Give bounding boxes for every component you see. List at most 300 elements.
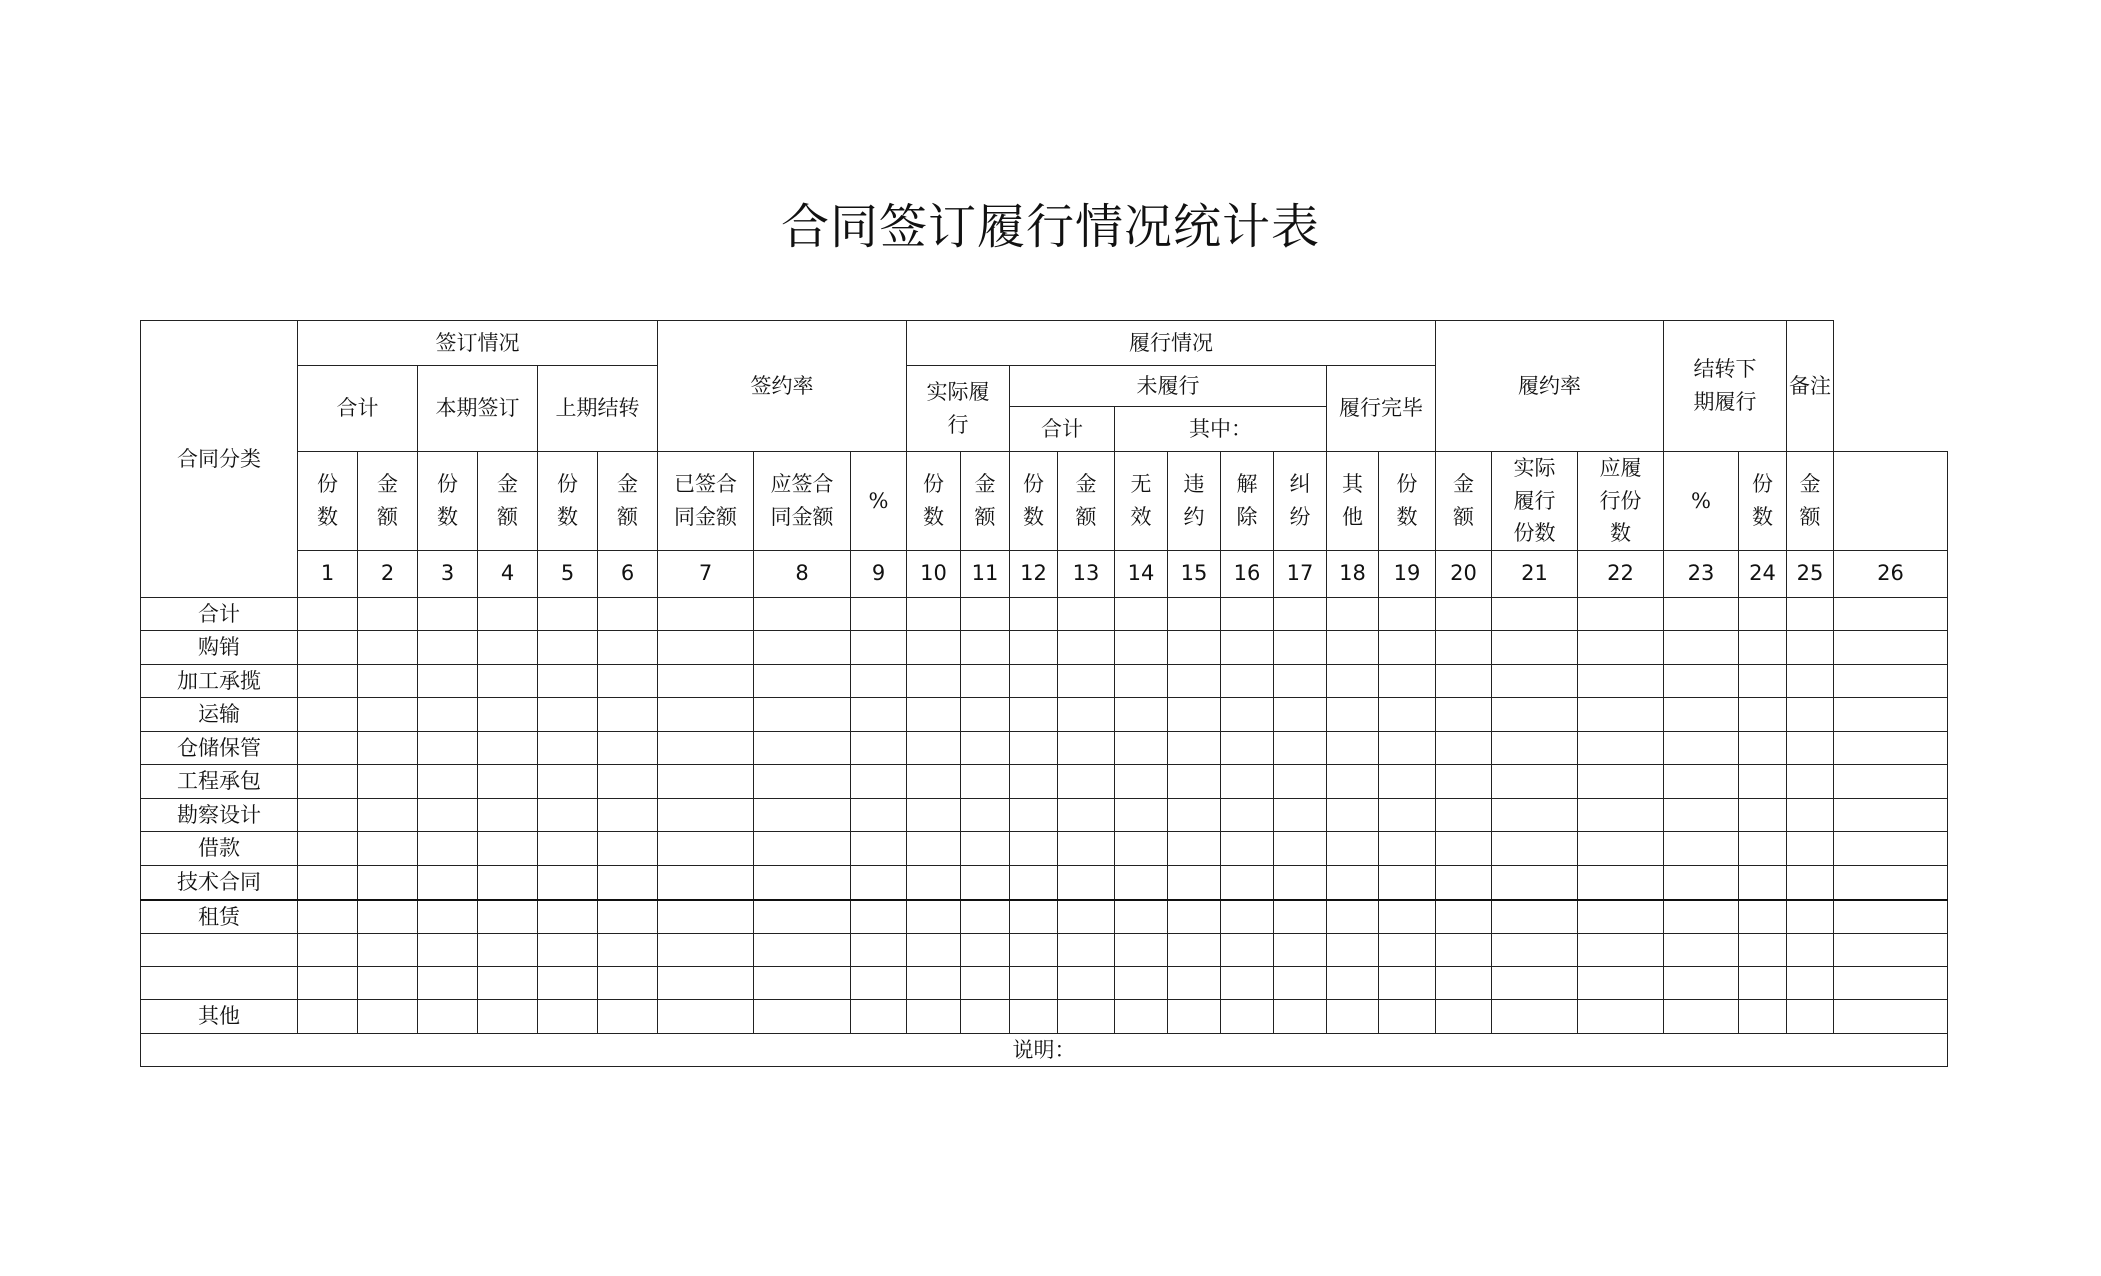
data-cell[interactable] (1168, 765, 1221, 799)
data-cell[interactable] (1168, 798, 1221, 832)
data-cell[interactable] (754, 765, 851, 799)
data-cell[interactable] (478, 934, 538, 967)
data-cell[interactable] (1379, 597, 1436, 631)
data-cell[interactable] (598, 631, 658, 665)
data-cell[interactable] (961, 967, 1010, 1000)
data-cell[interactable] (658, 832, 754, 866)
data-cell[interactable] (1578, 765, 1664, 799)
data-cell[interactable] (658, 631, 754, 665)
data-cell[interactable] (1834, 765, 1948, 799)
data-cell[interactable] (538, 832, 598, 866)
data-cell[interactable] (418, 597, 478, 631)
data-cell[interactable] (1327, 967, 1379, 1000)
data-cell[interactable] (1664, 934, 1739, 967)
data-cell[interactable] (851, 765, 907, 799)
data-cell[interactable] (1274, 1000, 1327, 1034)
data-cell[interactable] (418, 798, 478, 832)
data-cell[interactable] (1115, 900, 1168, 934)
data-cell[interactable] (1739, 1000, 1787, 1034)
data-cell[interactable] (1664, 631, 1739, 665)
data-cell[interactable] (754, 631, 851, 665)
data-cell[interactable] (1327, 597, 1379, 631)
data-cell[interactable] (358, 765, 418, 799)
data-cell[interactable] (1058, 765, 1115, 799)
data-cell[interactable] (851, 731, 907, 765)
data-cell[interactable] (1327, 765, 1379, 799)
data-cell[interactable] (851, 798, 907, 832)
data-cell[interactable] (1834, 934, 1948, 967)
data-cell[interactable] (1058, 698, 1115, 732)
data-cell[interactable] (754, 934, 851, 967)
data-cell[interactable] (418, 731, 478, 765)
data-cell[interactable] (1664, 731, 1739, 765)
data-cell[interactable] (1578, 866, 1664, 900)
data-cell[interactable] (1274, 900, 1327, 934)
data-cell[interactable] (598, 798, 658, 832)
data-cell[interactable] (1739, 731, 1787, 765)
data-cell[interactable] (961, 900, 1010, 934)
data-cell[interactable] (1436, 900, 1492, 934)
data-cell[interactable] (1578, 631, 1664, 665)
data-cell[interactable] (1274, 664, 1327, 698)
data-cell[interactable] (754, 698, 851, 732)
data-cell[interactable] (907, 765, 961, 799)
data-cell[interactable] (538, 967, 598, 1000)
data-cell[interactable] (1436, 934, 1492, 967)
data-cell[interactable] (907, 900, 961, 934)
data-cell[interactable] (1739, 967, 1787, 1000)
data-cell[interactable] (418, 866, 478, 900)
data-cell[interactable] (598, 967, 658, 1000)
data-cell[interactable] (1221, 1000, 1274, 1034)
data-cell[interactable] (478, 1000, 538, 1034)
data-cell[interactable] (754, 731, 851, 765)
data-cell[interactable] (1274, 967, 1327, 1000)
data-cell[interactable] (1274, 934, 1327, 967)
data-cell[interactable] (1010, 597, 1058, 631)
data-cell[interactable] (1578, 798, 1664, 832)
data-cell[interactable] (1327, 798, 1379, 832)
data-cell[interactable] (1115, 798, 1168, 832)
data-cell[interactable] (598, 664, 658, 698)
data-cell[interactable] (851, 597, 907, 631)
data-cell[interactable] (298, 1000, 358, 1034)
data-cell[interactable] (1436, 597, 1492, 631)
data-cell[interactable] (1168, 967, 1221, 1000)
data-cell[interactable] (538, 731, 598, 765)
data-cell[interactable] (298, 698, 358, 732)
data-cell[interactable] (1492, 798, 1578, 832)
data-cell[interactable] (658, 967, 754, 1000)
data-cell[interactable] (1436, 832, 1492, 866)
data-cell[interactable] (1379, 664, 1436, 698)
data-cell[interactable] (358, 934, 418, 967)
data-cell[interactable] (1221, 631, 1274, 665)
data-cell[interactable] (1221, 967, 1274, 1000)
data-cell[interactable] (754, 664, 851, 698)
data-cell[interactable] (1058, 866, 1115, 900)
data-cell[interactable] (1010, 934, 1058, 967)
data-cell[interactable] (851, 1000, 907, 1034)
data-cell[interactable] (1274, 731, 1327, 765)
data-cell[interactable] (851, 664, 907, 698)
data-cell[interactable] (1834, 631, 1948, 665)
data-cell[interactable] (754, 900, 851, 934)
data-cell[interactable] (538, 866, 598, 900)
data-cell[interactable] (1739, 631, 1787, 665)
data-cell[interactable] (1221, 664, 1274, 698)
data-cell[interactable] (1115, 698, 1168, 732)
data-cell[interactable] (1664, 900, 1739, 934)
data-cell[interactable] (1436, 798, 1492, 832)
data-cell[interactable] (1787, 731, 1834, 765)
data-cell[interactable] (1787, 866, 1834, 900)
data-cell[interactable] (1834, 1000, 1948, 1034)
data-cell[interactable] (1115, 967, 1168, 1000)
data-cell[interactable] (1834, 967, 1948, 1000)
data-cell[interactable] (1221, 597, 1274, 631)
data-cell[interactable] (1221, 731, 1274, 765)
data-cell[interactable] (298, 765, 358, 799)
data-cell[interactable] (1834, 866, 1948, 900)
data-cell[interactable] (1327, 900, 1379, 934)
data-cell[interactable] (851, 832, 907, 866)
data-cell[interactable] (658, 664, 754, 698)
data-cell[interactable] (1739, 597, 1787, 631)
data-cell[interactable] (298, 866, 358, 900)
data-cell[interactable] (1787, 900, 1834, 934)
data-cell[interactable] (1168, 597, 1221, 631)
data-cell[interactable] (658, 900, 754, 934)
data-cell[interactable] (358, 866, 418, 900)
data-cell[interactable] (478, 832, 538, 866)
data-cell[interactable] (1578, 1000, 1664, 1034)
data-cell[interactable] (658, 866, 754, 900)
data-cell[interactable] (907, 731, 961, 765)
data-cell[interactable] (1115, 631, 1168, 665)
data-cell[interactable] (961, 1000, 1010, 1034)
data-cell[interactable] (961, 866, 1010, 900)
data-cell[interactable] (961, 698, 1010, 732)
data-cell[interactable] (538, 900, 598, 934)
data-cell[interactable] (1115, 731, 1168, 765)
data-cell[interactable] (478, 597, 538, 631)
data-cell[interactable] (1058, 731, 1115, 765)
data-cell[interactable] (1379, 765, 1436, 799)
data-cell[interactable] (1010, 798, 1058, 832)
data-cell[interactable] (1739, 664, 1787, 698)
data-cell[interactable] (1221, 765, 1274, 799)
data-cell[interactable] (851, 698, 907, 732)
data-cell[interactable] (907, 664, 961, 698)
data-cell[interactable] (358, 798, 418, 832)
data-cell[interactable] (298, 967, 358, 1000)
data-cell[interactable] (1379, 798, 1436, 832)
data-cell[interactable] (1492, 832, 1578, 866)
data-cell[interactable] (1492, 967, 1578, 1000)
data-cell[interactable] (1168, 631, 1221, 665)
data-cell[interactable] (1327, 934, 1379, 967)
data-cell[interactable] (598, 731, 658, 765)
data-cell[interactable] (1379, 1000, 1436, 1034)
data-cell[interactable] (1379, 900, 1436, 934)
data-cell[interactable] (1221, 934, 1274, 967)
data-cell[interactable] (298, 900, 358, 934)
data-cell[interactable] (1492, 698, 1578, 732)
data-cell[interactable] (1058, 1000, 1115, 1034)
data-cell[interactable] (1492, 900, 1578, 934)
data-cell[interactable] (358, 664, 418, 698)
data-cell[interactable] (1578, 597, 1664, 631)
data-cell[interactable] (961, 798, 1010, 832)
data-cell[interactable] (1578, 832, 1664, 866)
data-cell[interactable] (1492, 631, 1578, 665)
data-cell[interactable] (1058, 832, 1115, 866)
data-cell[interactable] (418, 967, 478, 1000)
data-cell[interactable] (1379, 698, 1436, 732)
data-cell[interactable] (1379, 967, 1436, 1000)
data-cell[interactable] (1578, 967, 1664, 1000)
data-cell[interactable] (851, 631, 907, 665)
data-cell[interactable] (907, 597, 961, 631)
data-cell[interactable] (598, 934, 658, 967)
data-cell[interactable] (478, 664, 538, 698)
data-cell[interactable] (961, 934, 1010, 967)
data-cell[interactable] (538, 798, 598, 832)
data-cell[interactable] (1221, 698, 1274, 732)
data-cell[interactable] (851, 967, 907, 1000)
data-cell[interactable] (1578, 698, 1664, 732)
data-cell[interactable] (298, 731, 358, 765)
data-cell[interactable] (1327, 832, 1379, 866)
data-cell[interactable] (907, 832, 961, 866)
data-cell[interactable] (1274, 597, 1327, 631)
data-cell[interactable] (1436, 866, 1492, 900)
data-cell[interactable] (1115, 1000, 1168, 1034)
data-cell[interactable] (1168, 731, 1221, 765)
data-cell[interactable] (358, 832, 418, 866)
data-cell[interactable] (1221, 900, 1274, 934)
data-cell[interactable] (1168, 866, 1221, 900)
data-cell[interactable] (538, 597, 598, 631)
data-cell[interactable] (418, 832, 478, 866)
data-cell[interactable] (1221, 798, 1274, 832)
data-cell[interactable] (1787, 798, 1834, 832)
data-cell[interactable] (478, 765, 538, 799)
data-cell[interactable] (1327, 866, 1379, 900)
data-cell[interactable] (1010, 832, 1058, 866)
data-cell[interactable] (907, 866, 961, 900)
data-cell[interactable] (1436, 631, 1492, 665)
data-cell[interactable] (1221, 866, 1274, 900)
data-cell[interactable] (1492, 866, 1578, 900)
data-cell[interactable] (1664, 832, 1739, 866)
data-cell[interactable] (1664, 1000, 1739, 1034)
data-cell[interactable] (1787, 832, 1834, 866)
data-cell[interactable] (1739, 698, 1787, 732)
data-cell[interactable] (1010, 698, 1058, 732)
data-cell[interactable] (1739, 866, 1787, 900)
data-cell[interactable] (658, 698, 754, 732)
data-cell[interactable] (1010, 664, 1058, 698)
data-cell[interactable] (1834, 597, 1948, 631)
data-cell[interactable] (1010, 866, 1058, 900)
data-cell[interactable] (1436, 664, 1492, 698)
data-cell[interactable] (418, 900, 478, 934)
data-cell[interactable] (538, 1000, 598, 1034)
data-cell[interactable] (1492, 934, 1578, 967)
data-cell[interactable] (418, 1000, 478, 1034)
data-cell[interactable] (851, 900, 907, 934)
data-cell[interactable] (358, 631, 418, 665)
data-cell[interactable] (418, 631, 478, 665)
data-cell[interactable] (754, 866, 851, 900)
data-cell[interactable] (1436, 765, 1492, 799)
data-cell[interactable] (418, 698, 478, 732)
data-cell[interactable] (1115, 934, 1168, 967)
data-cell[interactable] (1221, 832, 1274, 866)
data-cell[interactable] (907, 1000, 961, 1034)
data-cell[interactable] (1739, 900, 1787, 934)
data-cell[interactable] (1578, 900, 1664, 934)
data-cell[interactable] (1436, 967, 1492, 1000)
data-cell[interactable] (1492, 731, 1578, 765)
data-cell[interactable] (754, 967, 851, 1000)
data-cell[interactable] (1787, 597, 1834, 631)
data-cell[interactable] (1058, 597, 1115, 631)
data-cell[interactable] (598, 597, 658, 631)
data-cell[interactable] (1787, 1000, 1834, 1034)
data-cell[interactable] (1492, 1000, 1578, 1034)
data-cell[interactable] (851, 866, 907, 900)
data-cell[interactable] (1058, 798, 1115, 832)
data-cell[interactable] (358, 967, 418, 1000)
data-cell[interactable] (358, 1000, 418, 1034)
data-cell[interactable] (1115, 832, 1168, 866)
data-cell[interactable] (658, 934, 754, 967)
data-cell[interactable] (1327, 631, 1379, 665)
data-cell[interactable] (658, 765, 754, 799)
data-cell[interactable] (298, 934, 358, 967)
data-cell[interactable] (478, 631, 538, 665)
data-cell[interactable] (1492, 597, 1578, 631)
data-cell[interactable] (1274, 698, 1327, 732)
data-cell[interactable] (1739, 798, 1787, 832)
data-cell[interactable] (754, 1000, 851, 1034)
data-cell[interactable] (1578, 731, 1664, 765)
data-cell[interactable] (754, 597, 851, 631)
data-cell[interactable] (907, 934, 961, 967)
data-cell[interactable] (1379, 631, 1436, 665)
data-cell[interactable] (538, 664, 598, 698)
data-cell[interactable] (658, 597, 754, 631)
data-cell[interactable] (538, 934, 598, 967)
data-cell[interactable] (1787, 934, 1834, 967)
data-cell[interactable] (658, 798, 754, 832)
data-cell[interactable] (907, 631, 961, 665)
data-cell[interactable] (1664, 798, 1739, 832)
data-cell[interactable] (538, 631, 598, 665)
data-cell[interactable] (961, 832, 1010, 866)
data-cell[interactable] (1664, 664, 1739, 698)
data-cell[interactable] (478, 798, 538, 832)
data-cell[interactable] (1115, 597, 1168, 631)
data-cell[interactable] (1010, 1000, 1058, 1034)
data-cell[interactable] (478, 731, 538, 765)
data-cell[interactable] (1436, 698, 1492, 732)
data-cell[interactable] (1058, 934, 1115, 967)
data-cell[interactable] (1168, 900, 1221, 934)
data-cell[interactable] (1010, 631, 1058, 665)
data-cell[interactable] (1010, 731, 1058, 765)
data-cell[interactable] (1787, 765, 1834, 799)
data-cell[interactable] (907, 798, 961, 832)
data-cell[interactable] (1058, 664, 1115, 698)
data-cell[interactable] (1058, 900, 1115, 934)
data-cell[interactable] (298, 664, 358, 698)
data-cell[interactable] (1115, 765, 1168, 799)
data-cell[interactable] (1834, 664, 1948, 698)
data-cell[interactable] (961, 765, 1010, 799)
data-cell[interactable] (598, 866, 658, 900)
data-cell[interactable] (1436, 1000, 1492, 1034)
data-cell[interactable] (1010, 765, 1058, 799)
data-cell[interactable] (1787, 631, 1834, 665)
data-cell[interactable] (1274, 765, 1327, 799)
data-cell[interactable] (478, 866, 538, 900)
data-cell[interactable] (1492, 765, 1578, 799)
data-cell[interactable] (1739, 934, 1787, 967)
data-cell[interactable] (1664, 967, 1739, 1000)
data-cell[interactable] (1010, 900, 1058, 934)
data-cell[interactable] (1168, 698, 1221, 732)
data-cell[interactable] (961, 731, 1010, 765)
data-cell[interactable] (298, 832, 358, 866)
data-cell[interactable] (907, 698, 961, 732)
data-cell[interactable] (478, 900, 538, 934)
data-cell[interactable] (358, 731, 418, 765)
data-cell[interactable] (418, 664, 478, 698)
data-cell[interactable] (538, 765, 598, 799)
data-cell[interactable] (1739, 832, 1787, 866)
data-cell[interactable] (1834, 731, 1948, 765)
data-cell[interactable] (1274, 866, 1327, 900)
data-cell[interactable] (538, 698, 598, 732)
data-cell[interactable] (658, 1000, 754, 1034)
data-cell[interactable] (1664, 765, 1739, 799)
data-cell[interactable] (1739, 765, 1787, 799)
data-cell[interactable] (598, 900, 658, 934)
data-cell[interactable] (1058, 631, 1115, 665)
data-cell[interactable] (598, 1000, 658, 1034)
data-cell[interactable] (1327, 1000, 1379, 1034)
data-cell[interactable] (1379, 866, 1436, 900)
data-cell[interactable] (418, 934, 478, 967)
data-cell[interactable] (658, 731, 754, 765)
data-cell[interactable] (961, 631, 1010, 665)
data-cell[interactable] (598, 832, 658, 866)
data-cell[interactable] (1274, 832, 1327, 866)
data-cell[interactable] (1379, 832, 1436, 866)
data-cell[interactable] (1436, 731, 1492, 765)
data-cell[interactable] (1327, 664, 1379, 698)
data-cell[interactable] (358, 900, 418, 934)
data-cell[interactable] (298, 631, 358, 665)
data-cell[interactable] (907, 967, 961, 1000)
data-cell[interactable] (358, 597, 418, 631)
data-cell[interactable] (1274, 631, 1327, 665)
data-cell[interactable] (1787, 664, 1834, 698)
